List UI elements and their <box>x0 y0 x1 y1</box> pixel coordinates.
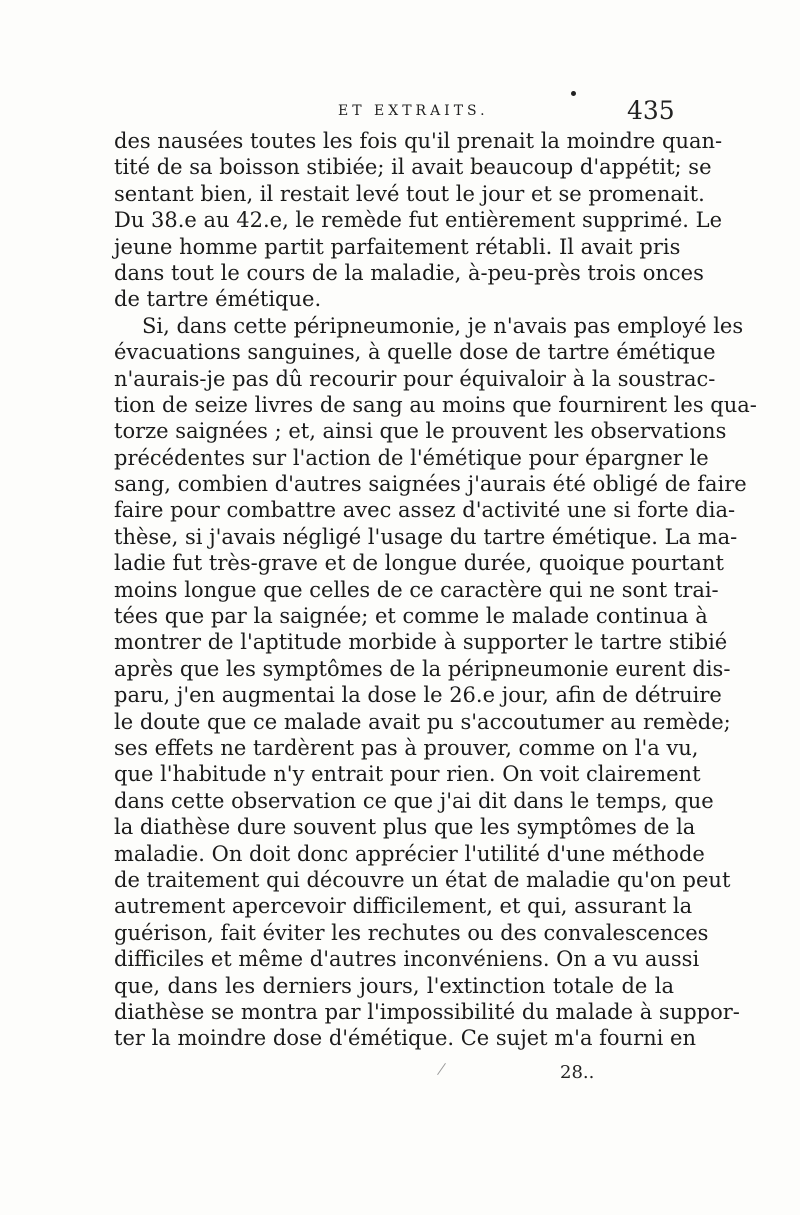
text-line: faire pour combattre avec assez d'activité une si forte dia- <box>114 498 736 523</box>
text-line: montrer de l'aptitude morbide à supporter le tartre stibié <box>114 630 728 655</box>
text-line: Si, dans cette péripneumonie, je n'avais pas employé les <box>142 313 744 338</box>
text-line: Du 38.e au 42.e, le remède fut entièrement supprimé. Le <box>114 208 723 233</box>
text-line: tées que par la saignée; et comme le malade continua à <box>114 604 708 629</box>
text-line: de tartre émétique. <box>114 287 322 312</box>
text-line: des nausées toutes les fois qu'il prenait la moindre quan- <box>114 129 723 153</box>
text-line: autrement apercevoir difficilement, et qui, assurant la <box>114 894 693 919</box>
text-line: torze saignées ; et, ainsi que le prouvent les observations <box>114 419 727 444</box>
text-line: tion de seize livres de sang au moins que fournirent les qua- <box>114 392 757 417</box>
text-line: le doute que ce malade avait pu s'accoutumer au remède; <box>114 709 731 734</box>
stray-pen-stroke <box>437 1063 446 1075</box>
text-line: ter la moindre dose d'émétique. Ce sujet m'a fourni en <box>114 1026 696 1051</box>
body-text <box>114 128 757 1052</box>
text-line: ses effets ne tardèrent pas à prouver, comme on l'a vu, <box>114 735 699 760</box>
text-line: maladie. On doit donc apprécier l'utilité d'une méthode <box>114 841 705 866</box>
text-line: dans tout le cours de la maladie, à-peu-près trois onces <box>114 260 704 285</box>
text-line: jeune homme partit parfaitement rétabli. Il avait pris <box>114 234 681 259</box>
text-line: de traitement qui découvre un état de maladie qu'on peut <box>114 867 731 892</box>
ink-spot <box>571 91 576 96</box>
text-line: moins longue que celles de ce caractère qui ne sont trai- <box>114 577 719 602</box>
page-number: 435 <box>627 96 675 125</box>
text-line: diathèse se montra par l'impossibilité du malade à suppor- <box>114 999 740 1024</box>
text-line: évacuations sanguines, à quelle dose de tartre émétique <box>114 340 716 365</box>
text-line: thèse, si j'avais négligé l'usage du tartre émétique. La ma- <box>114 524 738 549</box>
text-line: n'aurais-je pas dû recourir pour équivaloir à la soustrac- <box>114 366 716 391</box>
text-line: tité de sa boisson stibiée; il avait beaucoup d'appétit; se <box>114 155 712 180</box>
text-line: la diathèse dure souvent plus que les symptômes de la <box>114 815 696 840</box>
text-line: dans cette observation ce que j'ai dit dans le temps, que <box>114 788 714 813</box>
text-line: sentant bien, il restait levé tout le jour et se promenait. <box>114 181 705 206</box>
text-line: guérison, fait éviter les rechutes ou des convalescences <box>114 920 709 945</box>
signature-mark: 28.. <box>560 1062 595 1083</box>
running-head: ET EXTRAITS. <box>338 103 489 119</box>
text-line: que, dans les derniers jours, l'extinction totale de la <box>114 973 674 998</box>
text-line: que l'habitude n'y entrait pour rien. On voit clairement <box>114 762 701 787</box>
text-line: ladie fut très-grave et de longue durée, quoique pourtant <box>114 551 724 576</box>
text-line: sang, combien d'autres saignées j'aurais été obligé de faire <box>114 472 747 497</box>
text-line: précédentes sur l'action de l'émétique pour épargner le <box>114 445 709 470</box>
text-line: après que les symptômes de la péripneumonie eurent dis- <box>114 656 731 681</box>
text-line: paru, j'en augmentai la dose le 26.e jour, afin de détruire <box>114 683 722 708</box>
text-line: difficiles et même d'autres inconvéniens. On a vu aussi <box>114 947 700 972</box>
